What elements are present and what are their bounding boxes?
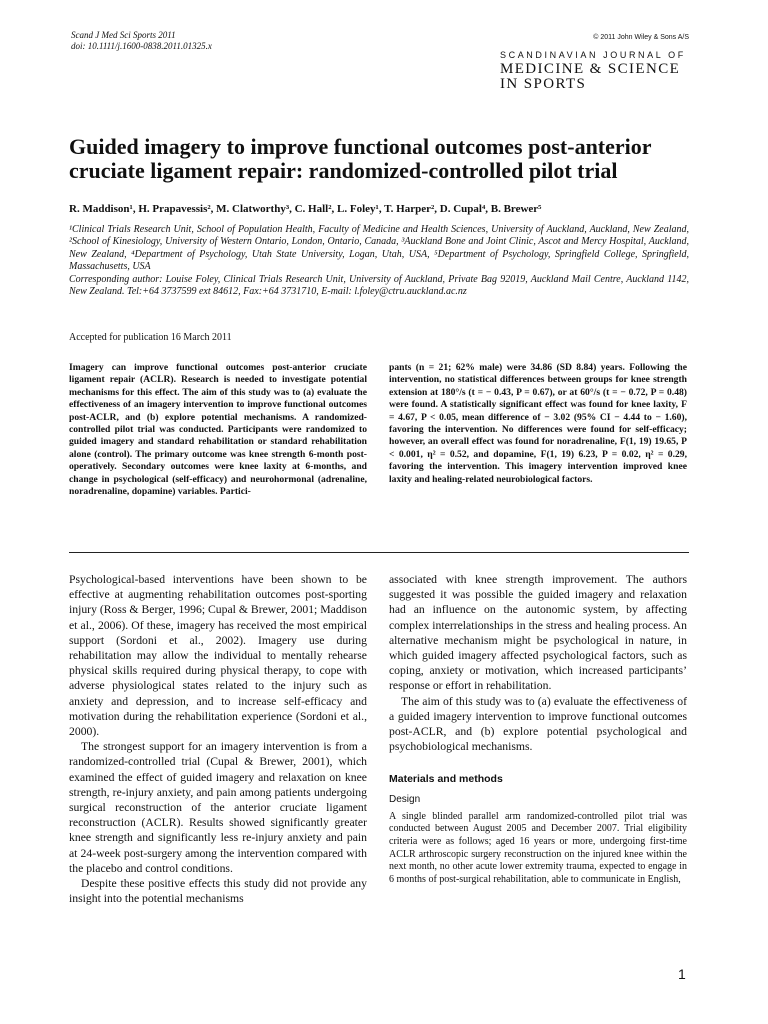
journal-logo [500, 50, 688, 92]
doi: doi: 10.1111/j.1600-0838.2011.01325.x [71, 41, 212, 51]
body-paragraph: The strongest support for an imagery intervention is from a randomized-controlled trial (Cupal & Brewer, 2001), which examined the effect of guided imagery and relaxation on knee strength, re-injury anxiety, and pain among patients undergoing surgical reconstruction of the anterior cruciate ligament reconstruction (ACLR). Results showed significantly greater knee strength and significantly less re-injury anxiety and pain at 24-week post-surgery among the intervention compared with the placebo and control conditions. [69, 740, 367, 875]
affiliation-text: ¹Clinical Trials Research Unit, School of Population Health, Faculty of Medicine and Health Sciences, University of Auckland, Auckland, New Zealand, ²School of Kinesiology, University of Western Ontario, London, Ontario, Canada, ³Auckland Bone and Joint Clinic, Ascot and Mercy Hospital, Auckland, New Zealand, ⁴Department of Psychology, Utah State University, Logan, Utah, USA, ⁵Department of Psychology, Springfield College, Springfield, Massachusetts, USA [69, 224, 689, 273]
affiliations [69, 224, 689, 298]
body-paragraph: The aim of this study was to (a) evaluate the effectiveness of a guided imagery intervention to improve functional outcomes post-ACLR, and (b) explore potential psychological and psychobiological mechanisms. [389, 694, 687, 754]
body-column-left [69, 572, 367, 906]
accepted-date: Accepted for publication 16 March 2011 [69, 332, 232, 343]
section-divider [69, 552, 689, 553]
body-column-right [389, 572, 687, 886]
journal-logo-line2: MEDICINE & SCIENCE [500, 61, 681, 77]
page-number: 1 [678, 966, 686, 982]
author-list: R. Maddison¹, H. Prapavessis², M. Clatworthy³, C. Hall², L. Foley¹, T. Harper², D. Cupal⁴, B. Brewer⁵ [69, 203, 542, 215]
article-title: Guided imagery to improve functional outcomes post-anterior cruciate ligament repair: randomized-controlled pilot trial [69, 134, 652, 183]
section-heading-methods: Materials and methods [389, 773, 503, 786]
abstract-left: Imagery can improve functional outcomes post-anterior cruciate ligament repair (ACLR). Research is needed to investigate potential mechanisms for this effect. The aim of this study was to (a) evaluate the effectiveness of an imagery intervention to improve functional outcomes post-ACLR, and (b) explore potential mechanisms. A randomized-controlled pilot trial was conducted. Participants were randomized to guided imagery and standard rehabilitation or standard rehabilitation alone (control). The primary outcome was knee strength 6-month post-operatively. Secondary outcomes were knee laxity at 6-months, and change in psychological (self-efficacy) and neurohormonal (adrenaline, noradrenaline, dopamine) variables. Partici- [69, 362, 367, 498]
body-paragraph: Psychological-based interventions have been shown to be effective at augmenting rehabilitation outcomes post-sporting injury (Ross & Berger, 1996; Cupal & Brewer, 2001; Maddison et al., 2006). Of these, imagery has received the most empirical support (Sordoni et al., 2002). Imagery use during rehabilitation may allow the individual to mentally rehearse physical skills required during physical therapy, to cope with adverse physiological states related to the injury such as anxiety and depression, and to increase self-efficacy and motivation during the rehabilitation experience (Sordoni et al., 2000). [69, 573, 367, 739]
methods-paragraph: A single blinded parallel arm randomized-controlled pilot trial was conducted between August 2005 and December 2007. Trial eligibility criteria were as follows; aged 16 years or more, undergoing first-time ACLR arthroscopic surgery reconstruction on the injured knee within the next month, no other acute lower extremity trauma, expected to engage in 6 months of post-surgical rehabilitation, able to communicate in English, [389, 810, 687, 885]
body-paragraph: associated with knee strength improvement. The authors suggested it was possible the guided imagery and relaxation had an influence on the autonomic system, by affecting complex interrelationships in the stress and healing process. An alternative mechanism might be psychological in nature, in which guided imagery affected psychological factors, such as coping, anxiety or motivation, which increased participants’ response or effort in rehabilitation. [389, 573, 687, 693]
journal-citation [71, 30, 212, 52]
journal-name: Scand J Med Sci Sports 2011 [71, 30, 176, 40]
abstract-right: pants (n = 21; 62% male) were 34.86 (SD 8.84) years. Following the intervention, no statistical differences between groups for knee strength extension at 180°/s (t = − 0.43, P = 0.67), or at 60°/s (t = − 0.72, P = 0.48) were found. A statistically significant effect was found for knee laxity, F = 4.67, P < 0.05, mean difference of − 3.02 (95% CI − 4.44 to − 1.60), favoring the intervention. No differences were found for self-efficacy; however, an overall effect was found for noradrenaline, F(1, 19) 19.65, P < 0.001, η² = 0.52, and dopamine, F(1, 19) 6.23, P = 0.02, η² = 0.29, favoring the intervention. This imagery intervention improved knee laxity and healing-related neurobiological factors. [389, 362, 687, 485]
subsection-heading-design: Design [389, 793, 421, 805]
body-paragraph: Despite these positive effects this study did not provide any insight into the potential mechanisms [69, 877, 367, 906]
journal-logo-line3: IN SPORTS [500, 76, 587, 92]
corresponding-author: Corresponding author: Louise Foley, Clinical Trials Research Unit, University of Auckland, Private Bag 92019, Auckland Mail Centre, Auckland 1142, New Zealand. Tel:+64 3737599 ext 84612, Fax:+64 3731710, E-mail: l.foley@ctru.auckland.ac.nz [69, 273, 689, 298]
journal-logo-line1: SCANDINAVIAN JOURNAL OF [500, 50, 686, 60]
copyright-notice: © 2011 John Wiley & Sons A/S [593, 34, 689, 41]
